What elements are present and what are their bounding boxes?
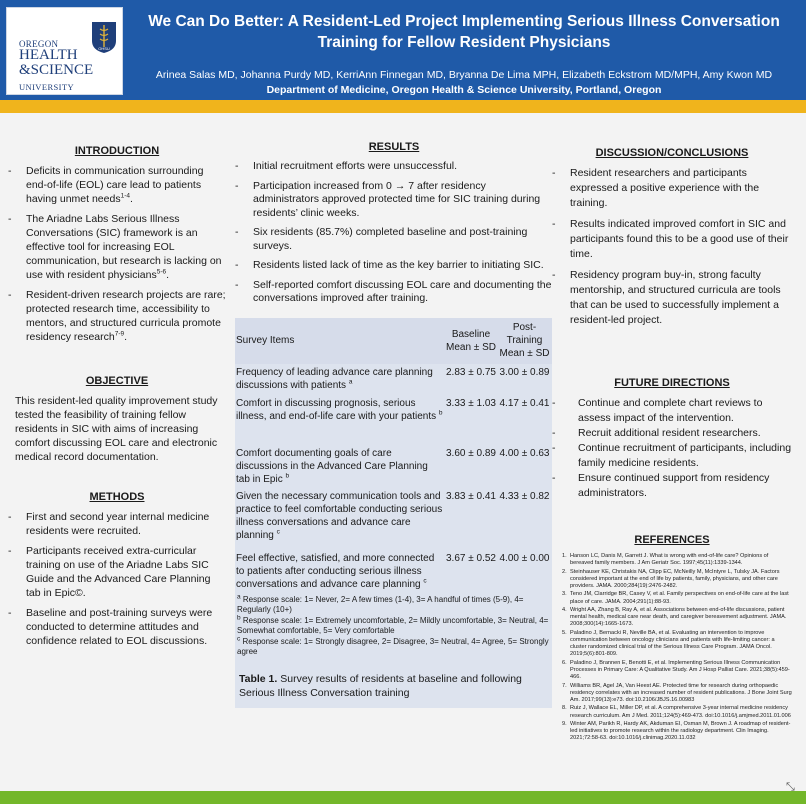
results-list — [235, 160, 553, 306]
citation: 5-6 — [156, 268, 167, 276]
row-baseline: 3.33 ± 1.03 — [446, 397, 496, 409]
list-item: - Results indicated improved comfort in SIC and participants found this to be a good use of their time. — [552, 217, 792, 262]
list-item: - Initial recruitment efforts were unsuccessful. — [235, 160, 553, 174]
survey-table-panel — [235, 318, 552, 708]
list-item — [8, 164, 226, 206]
row-mark: b — [285, 472, 290, 480]
row-post: 3.00 ± 0.89 — [499, 366, 550, 378]
table-row — [235, 395, 552, 445]
list-item: - First and second year internal medicine residents were recruited. — [8, 510, 226, 538]
author-list: Arinea Salas MD, Johanna Purdy MD, KerriAnn Finnegan MD, Bryanna De Lima MPH, Elizabeth Eckstrom MD/MPH, Amy Kwon MD — [155, 69, 773, 81]
row-item-text: Feel effective, satisfied, and more connected to patients after conducting serious illness conversations and advance care planning — [236, 552, 435, 590]
reference-item: 4. Wright AA, Zhang B, Ray A, et al. Associations between end-of-life discussions, patient mental health, medical care near death, and caregiver bereavement adjustment. JAMA. 2008;300(14):1665-1673. — [562, 606, 787, 628]
shield-text: OHSU — [98, 46, 110, 51]
header-banner — [0, 0, 806, 100]
discussion-heading: DISCUSSION/CONCLUSIONS — [595, 147, 749, 159]
discussion-list — [552, 166, 792, 328]
right-column — [552, 140, 792, 744]
table-footnote — [235, 613, 552, 637]
footnote-text: Response scale: 1= Never, 2= A few times (1-4), 3= A handful of times (5-9), 4= Regularly (10+) — [237, 594, 524, 614]
results-heading: RESULTS — [368, 141, 420, 153]
item-tail: . — [124, 331, 128, 343]
logo-line-health-text: HEALTH — [19, 47, 78, 63]
future-list — [552, 396, 792, 501]
left-column — [8, 140, 226, 654]
row-baseline: 3.60 ± 0.89 — [446, 447, 496, 459]
reference-text: Steinhauser KE, Christakis NA, Clipp EC, McNeilly M, McIntyre L, Tulsky JA. Factors considered important at the end of life by patients, family, physicians, and other care providers. JAMA. 2000;284(19):2476-2482. — [570, 568, 780, 589]
item-text: Resident-driven research projects are rare; protected research time, accessibility to mentors, and structured curricula promote residency research — [26, 289, 226, 343]
row-mark: c — [423, 577, 427, 585]
list-item: - Ensure continued support from residency administrators. — [552, 471, 792, 501]
row-item — [235, 550, 445, 593]
row-post: 4.00 ± 0.00 — [499, 552, 550, 564]
row-baseline: 3.83 ± 0.41 — [446, 490, 496, 502]
table-row — [235, 445, 552, 488]
footnote-mark: b — [237, 613, 241, 621]
reference-item: 6. Paladino J, Brannen E, Benotti E, et al. Implementing Serious Illness Communication Processes in Primary Care: A Qualitative Study. Am J Hosp Palliat Care. 2021;38(5):459-466. — [562, 659, 790, 681]
table-row — [235, 488, 552, 550]
caption-label: Table 1. — [239, 672, 278, 685]
row-mark: c — [276, 528, 280, 536]
references-section — [552, 533, 792, 743]
item-text: The Ariadne Labs Serious Illness Conversations (SIC) framework is an effective tool for increasing EOL communication, but research is lacking on use with resident physicians — [26, 213, 222, 281]
row-item — [235, 395, 445, 445]
row-post: 4.17 ± 0.41 — [499, 397, 550, 409]
reference-item: 8. Ruiz J, Wallace EL, Miller DP, et al. A comprehensive 3-year internal medicine residency research curriculum. Am J Med. 2011;124(5):469-473. doi:10.1016/j.amjmed.2011.01.006 — [562, 705, 791, 719]
gold-band — [0, 100, 806, 113]
introduction-section — [8, 144, 226, 344]
reference-text: Hanson LC, Danis M, Garrett J. What is wrong with end-of-life care? Opinions of bereaved family members. J Am Geriatr Soc. 1997;45(11):1339-1344. — [570, 553, 769, 567]
reference-text: Wright AA, Zhang B, Ray A, et al. Associations between end-of-life discussions, patient mental health, medical care near death, and caregiver bereavement adjustment. JAMA. 2008;300(14):1665-1673. — [570, 606, 787, 628]
survey-table — [235, 318, 552, 593]
row-item-text: Comfort documenting goals of care discussions in the Advanced Care Planning tab in Epic — [236, 447, 428, 485]
item-tail: . — [129, 193, 133, 205]
reference-item: 5. Paladino J, Bernacki R, Neville BA, et al. Evaluating an intervention to improve communication between oncology clinicians and patients with life-limiting cancer: a cluster randomized clinical trial of the Serious Illness Care Program. JAMA Oncol. 2019;5(6):801-809. — [562, 629, 775, 658]
row-mark: b — [438, 409, 443, 417]
caption-text: Survey results of residents at baseline and following Serious Illness Conversation training — [239, 672, 522, 699]
references-list — [562, 553, 792, 743]
list-item: - Participation increased from 0 → 7 after residency administrators approved protected time for SIC training during residents’ clinic weeks. — [235, 180, 553, 221]
reference-item: 3. Teno JM, Clarridge BR, Casey V, et al. Family perspectives on end-of-life care at the last place of care. JAMA. 2004;291(1):88-93. — [562, 591, 789, 605]
department-line: Department of Medicine, Oregon Health & Science University, Portland, Oregon — [266, 84, 662, 96]
list-item: - Participants received extra-curricular training on use of the Ariadne Labs SIC Guide and the Advanced Care Planning tab in Epic©. — [8, 544, 226, 600]
col-header-baseline: Baseline Mean ± SD — [445, 318, 497, 364]
reference-text: Ruiz J, Wallace EL, Miller DP, et al. A comprehensive 3-year internal medicine residency research curriculum. Am J Med. 2011;124(5):469-473. doi:10.1016/j.amjmed.2011.01.006 — [570, 705, 791, 719]
future-heading: FUTURE DIRECTIONS — [614, 377, 730, 389]
table-row — [235, 364, 552, 395]
list-item: - Resident researchers and participants expressed a positive experience with the training. — [552, 166, 792, 211]
footnote-text: Response scale: 1= Strongly disagree, 2= Disagree, 3= Neutral, 4= Agree, 5= Strongly agree — [237, 636, 549, 656]
footnote-text: Response scale: 1= Extremely uncomfortable, 2= Mildly uncomfortable, 3= Neutral, 4= Somewhat comfortable, 5= Very comfortable — [237, 615, 549, 635]
middle-column — [235, 140, 553, 708]
list-item: - Baseline and post-training surveys were conducted to determine attitudes and confidence related to EOL discussions. — [8, 606, 226, 648]
references-heading: REFERENCES — [634, 534, 710, 546]
table-footnote — [235, 592, 552, 616]
table-footnote — [235, 634, 552, 658]
list-item: - Continue recruitment of participants, including family medicine residents. — [552, 441, 792, 471]
row-item-text: Comfort in discussing prognosis, serious illness, and end-of-life care with your patients — [236, 397, 437, 422]
row-item-text: Frequency of leading advance care planning discussions with patients — [236, 366, 433, 391]
future-section — [552, 376, 792, 501]
list-item: - Residents listed lack of time as the key barrier to initiating SIC. — [235, 259, 553, 273]
list-item — [8, 288, 226, 344]
caduceus-shield-icon — [91, 21, 117, 54]
row-post: 4.00 ± 0.63 — [499, 447, 550, 459]
ohsu-logo — [6, 7, 123, 95]
discussion-section — [552, 146, 792, 328]
list-item: - Six residents (85.7%) completed baseline and post-training surveys. — [235, 226, 553, 253]
list-item: - Recruit additional resident researchers. — [552, 426, 792, 441]
logo-line-university: UNIVERSITY — [19, 82, 74, 92]
methods-section — [8, 490, 226, 648]
table-caption — [235, 672, 552, 700]
footnote-mark: a — [237, 592, 241, 600]
col-header-item: Survey Items — [235, 318, 445, 364]
citation: 1-4 — [120, 192, 130, 200]
list-item: - Residency program buy-in, strong faculty mentorship, and structured curricula are tools that can be used to successfully implement a resident-led project. — [552, 268, 792, 328]
methods-list — [8, 510, 226, 648]
row-item-text: Given the necessary communication tools and practice to feel comfortable conducting serious illness conversations and advance care planning — [236, 490, 443, 541]
logo-line-oregon: OREGON — [19, 39, 59, 49]
row-item — [235, 364, 445, 395]
row-item — [235, 445, 445, 488]
poster-title: We Can Do Better: A Resident-Led Project Implementing Serious Illness Conversation Training for Fellow Resident Physicians — [148, 13, 780, 51]
table-row — [235, 550, 552, 593]
row-baseline: 2.83 ± 0.75 — [446, 366, 496, 378]
objective-text: This resident-led quality improvement study tested the feasibility of training fellow residents in SIC with aims of increasing comfort discussing EOL care and electronic medical record documentation. — [15, 395, 218, 463]
logo-line-health — [19, 48, 93, 78]
objective-heading: OBJECTIVE — [85, 375, 149, 387]
reference-item: 2. Steinhauser KE, Christakis NA, Clipp EC, McNeilly M, McIntyre L, Tulsky JA. Factors considered important at the end of life by patients, family, physicians, and other care providers. JAMA. 2000;284(19):2476-2482. — [562, 568, 780, 589]
footnote-mark: c — [237, 634, 241, 642]
list-item — [8, 212, 226, 282]
reference-item: 1. Hanson LC, Danis M, Garrett J. What is wrong with end-of-life care? Opinions of bereaved family members. J Am Geriatr Soc. 1997;45(11):1339-1344. — [562, 553, 769, 567]
col-header-post: Post-Training Mean ± SD — [497, 318, 552, 364]
reference-item: 9. Winter AM, Parikh R, Hardy AK, Akduman EI, Osman M, Brown J. A roadmap of resident-led initiatives to promote research within the radiology department. Clin Imaging. 2021;72:58-63. doi:10.1016/j.clinimag.2020.11.032 — [562, 720, 791, 742]
reference-item: 7. Williams BR, Agel JA, Van Heest AE. Protected time for research during orthopaedic residency correlates with an increased number of resident publications. J Bone Joint Surg Am. 2017;99(13):e73. doi:10.2106/JBJS.16.00983 — [562, 682, 792, 703]
logo-line-science: &SCIENCE — [19, 62, 94, 78]
reference-text: Williams BR, Agel JA, Van Heest AE. Protected time for research during orthopaedic residency correlates with an increased number of resident publications. J Bone Joint Surg Am. 2017;99(13):e73. doi:10.2106/JBJS.16.00983 — [570, 682, 792, 703]
reference-text: Teno JM, Clarridge BR, Casey V, et al. Family perspectives on end-of-life care at the last place of care. JAMA. 2004;291(1):88-93. — [570, 591, 789, 605]
objective-section — [8, 374, 226, 464]
item-text: Deficits in communication surrounding end-of-life (EOL) care lead to patients having unmet needs — [26, 165, 204, 205]
row-mark: a — [348, 378, 353, 386]
green-band — [0, 791, 806, 804]
reference-text: Winter AM, Parikh R, Hardy AK, Akduman EI, Osman M, Brown J. A roadmap of resident-led initiatives to promote research within the radiology department. Clin Imaging. 2021;72:58-63. doi:10.1016/j.clinimag.2020.11.032 — [570, 720, 791, 742]
introduction-heading: INTRODUCTION — [74, 145, 160, 157]
list-item: - Self-reported comfort discussing EOL care and documenting the conversations improved after training. — [235, 279, 553, 306]
table-header-row — [235, 318, 552, 364]
resize-corner-icon[interactable]: ⤡ — [786, 781, 795, 793]
introduction-list — [8, 164, 226, 344]
methods-heading: METHODS — [89, 491, 145, 503]
row-post: 4.33 ± 0.82 — [499, 490, 550, 502]
row-baseline: 3.67 ± 0.52 — [446, 552, 496, 564]
list-item: - Continue and complete chart reviews to assess impact of the intervention. — [552, 396, 792, 426]
reference-text: Paladino J, Bernacki R, Neville BA, et al. Evaluating an intervention to improve communication between oncology clinicians and patients with life-limiting cancer: a cluster randomized clinical trial of the Serious Illness Care Program. JAMA Oncol. 2019;5(6):801-809. — [570, 629, 775, 658]
citation: 7-9 — [114, 330, 125, 338]
row-item — [235, 488, 445, 550]
reference-text: Paladino J, Brannen E, Benotti E, et al. Implementing Serious Illness Communication Processes in Primary Care: A Qualitative Study. Am J Hosp Palliat Care. 2021;38(5):459-466. — [570, 659, 790, 681]
item-tail: . — [166, 269, 170, 281]
